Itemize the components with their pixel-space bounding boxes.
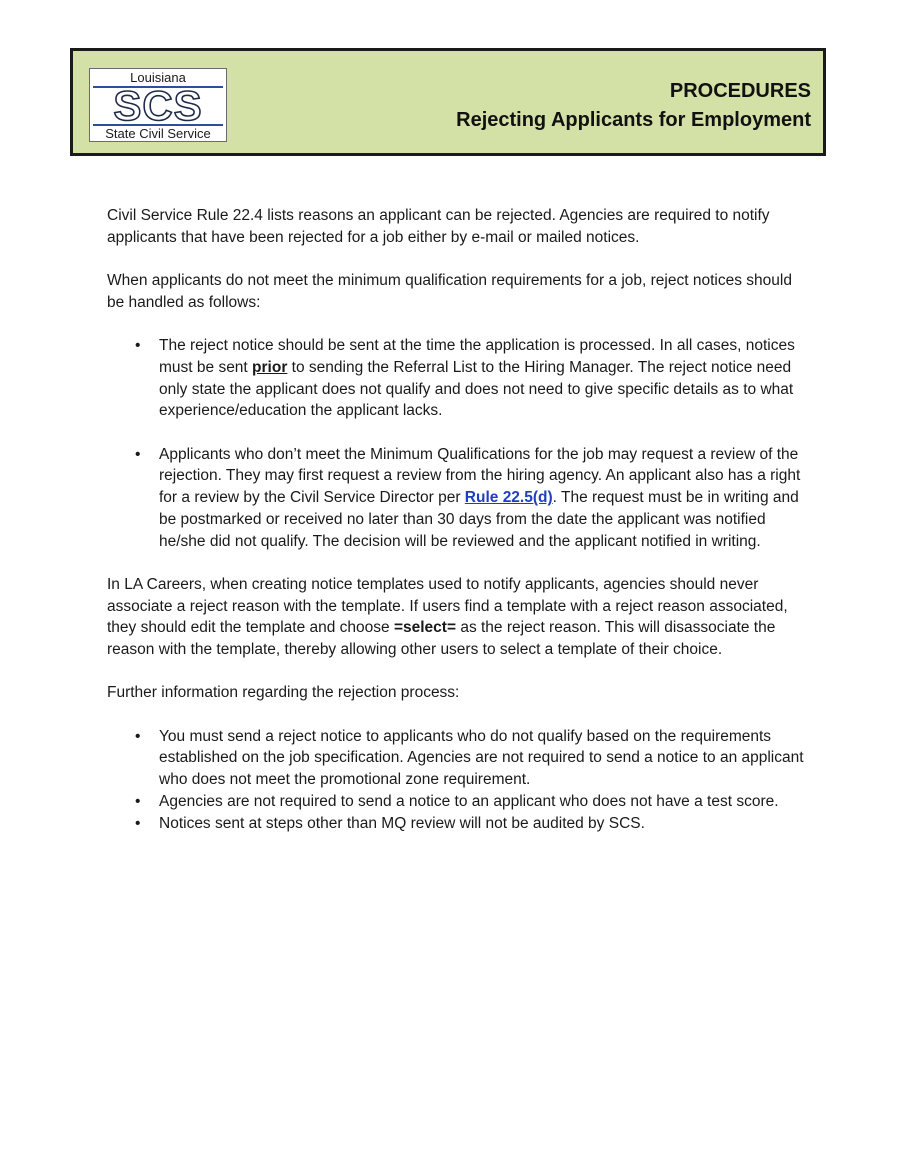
emphasis-prior: prior <box>252 358 288 376</box>
page-title: PROCEDURES <box>669 80 811 102</box>
logo-bottom-text: State Civil Service <box>105 126 211 141</box>
list-item <box>159 335 807 422</box>
paragraph-rule-intro: Civil Service Rule 22.4 lists reasons an applicant can be rejected. Agencies are required to notify applicants that have been rejected for a job either by e-mail or mailed notices. <box>107 207 770 246</box>
rule-22-5d-link[interactable]: Rule 22.5(d) <box>464 489 553 507</box>
bullet-list-further-info <box>107 726 807 835</box>
select-keyword: =select= <box>393 619 457 637</box>
paragraph-la-careers <box>107 574 807 661</box>
bullet1-text-after: to sending the Referral List to the Hiring Manager. The reject notice need only state the applicant does not qualify and does not need to give specific details as to what experience/education the applicant lacks. <box>159 358 794 420</box>
bullet2-text-before: Applicants who don’t meet the Minimum Qualifications for the job may request a review of the rejection. They may first request a review from the hiring agency. An applicant also has a right for a review by the Civil Service Director per <box>159 445 801 507</box>
list-item: • Agencies are not required to send a notice to an applicant who does not have a test score. <box>159 791 807 813</box>
bullet1-text-before: The reject notice should be sent at the time the application is processed. In all cases, notices must be sent <box>159 337 795 376</box>
list-item <box>159 444 807 553</box>
scs-logo <box>89 68 227 142</box>
para3-text-after: as the reject reason. This will disassociate the reason with the template, thereby allowing other users to select a template of their choice. <box>107 619 776 658</box>
document-body <box>107 205 807 856</box>
bullet2-text-after: . The request must be in writing and be postmarked or received no later than 30 days from the date the applicant was notified he/she did not qualify. The decision will be reviewed and the applicant notified in writing. <box>159 489 799 550</box>
page-subtitle: Rejecting Applicants for Employment <box>456 109 811 131</box>
title-block <box>456 77 811 135</box>
para3-text-before: In LA Careers, when creating notice templates used to notify applicants, agencies should never associate a reject reason with the template. If users find a template with a reject reason associated, they should edit the template and choose <box>107 575 788 637</box>
bullet-list-reject-notices <box>107 335 807 552</box>
logo-acronym: SCS <box>113 82 203 129</box>
header-banner <box>70 48 826 156</box>
logo-top-text: Louisiana <box>130 70 186 85</box>
list-item: • Notices sent at steps other than MQ review will not be audited by SCS. <box>159 813 807 835</box>
paragraph-further-info: Further information regarding the rejection process: <box>107 684 460 702</box>
list-item: • You must send a reject notice to applicants who do not qualify based on the requirements established on the job specification. Agencies are not required to send a notice to an applicant who does not meet the promotional zone requirement. <box>159 726 807 791</box>
paragraph-min-qual: When applicants do not meet the minimum qualification requirements for a job, reject notices should be handled as follows: <box>107 272 792 311</box>
